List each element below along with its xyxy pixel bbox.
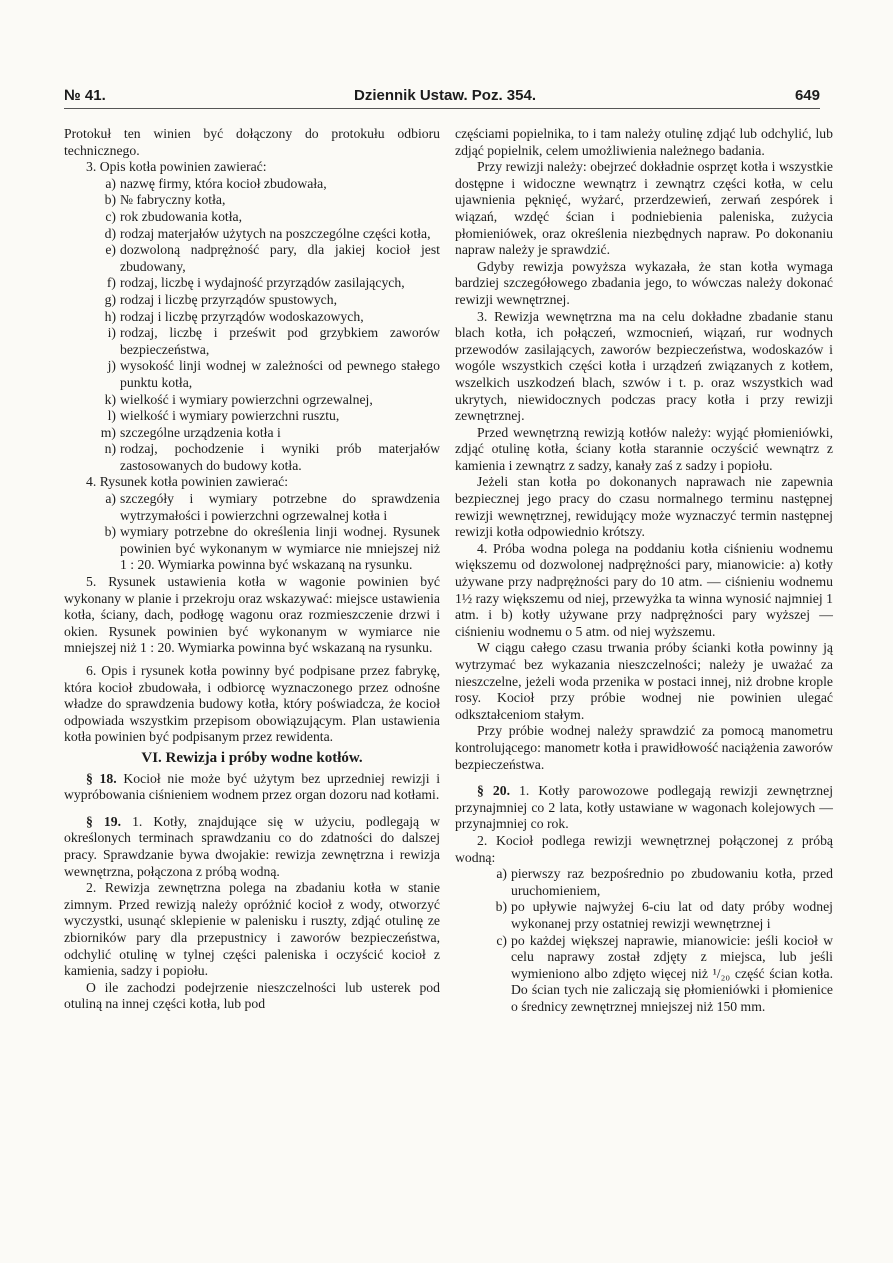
paragraph: O ile zachodzi podejrzenie nieszczelności lub usterek pod otuliną na innej części kotła, lub pod	[64, 979, 440, 1012]
section-number: § 18.	[86, 770, 117, 786]
paragraph: W ciągu całego czasu trwania próby ścianki kotła powinny ją wytrzymać bez wykazania nieszczelności; należy je uważać za nieszczelne, jeżeli woda przenika w postaci innej, niż drobne krople rosy. Kocioł przy próbie wodnej nie powinien ulegać odkształceniom stałym.	[455, 640, 833, 722]
list-item: h) rodzaj i liczbę przyrządów wodoskazowych,	[104, 308, 364, 324]
paragraph: 5. Rysunek ustawienia kotła w wagonie powinien być wykonany w planie i przekroju oraz wskazywać: miejsce ustawienia kotła, ściany, dach, podłogę wagonu oraz rozmieszczenie drzwi i okien. Rysunek powinien być wykonanym w wymiarce nie mniejszej niż 1 : 20. Wymiarka powinna być wskazaną na rysunku.	[64, 574, 440, 656]
paragraph-s20: § 20. 1. Kotły parowozowe podlegają rewizji zewnętrznej przynajmniej co 2 lata, kotły ustawiane w wagonach kolejowych — przynajmniej co rok.	[455, 783, 834, 832]
list-item: a) nazwę firmy, która kocioł zbudowała,	[105, 175, 327, 191]
paragraph: 4. Próba wodna polega na poddaniu kotła ciśnieniu wodnemu większemu od dozwolonej nadprężności pary, mianowicie: a) kotły używane przy nadprężności pary do 10 atm. — ciśnieniu wodnemu 1½ razy większemu od niej, przewyżka ta winna wynosić najmniej 1 atm. i b) kotły używane przy nadprężności pary wyższej — ciśnieniu wodnemu o 5 atm. od niej wyższemu.	[455, 540, 833, 639]
paragraph: Przed wewnętrzną rewizją kotłów należy: wyjąć płomieniówki, zdjąć otulinę kotła, ściany kotła starannie oczyścić wewnątrz z kamienia i zewnątrz z sadzy, kanały zaś z sadzy i popiołu.	[455, 424, 833, 473]
paragraph: 2. Kocioł podlega rewizji wewnętrznej połączonej z próbą wodną:	[455, 832, 833, 865]
right-column	[455, 126, 833, 1015]
list-inspection	[455, 866, 833, 1015]
list-item: e) dozwoloną nadprężność pary, dla jakiej kocioł jest zbudowany,	[105, 242, 440, 274]
list-description	[64, 176, 440, 475]
paragraph: 3. Rewizja wewnętrzna ma na celu dokładne zbadanie stanu blach kotła, ich połączeń, wzmocnień, wiązań, rur wodnych przewodów zasilających, zaworów bezpieczeństwa, wodoskazów i wogóle wszystkich części kotła i urządzeń związanych z kotłem, wszelkich uszkodzeń blach, szwów i t. p. oraz wszystkich wad ukrytych, niewidocznych podczas pracy kotła i przy rewizji zewnętrznej.	[455, 308, 833, 424]
page-header	[64, 84, 820, 109]
list-item: a) pierwszy raz bezpośrednio po zbudowaniu kotła, przed uruchomieniem,	[496, 866, 833, 898]
paragraph: Protokuł ten winien być dołączony do protokułu odbioru technicznego.	[64, 126, 440, 158]
list-item: c) po każdej większej naprawie, mianowicie: jeśli kocioł w celu naprawy został zdjęty z miejsca, lub jeśli wymieniono albo zdjęto więcej niż ¹/₂₀ część ścian kotła. Do ścian tych nie zaliczają się płomieniówki i płomienice o średnicy zewnętrznej mniejszej niż 150 mm.	[496, 932, 833, 1014]
list-item: m) szczególne urządzenia kotła i	[100, 424, 281, 440]
list-item: i) rodzaj, liczbę i prześwit pod grzybkiem zaworów bezpieczeństwa,	[107, 325, 440, 357]
list-item: g) rodzaj i liczbę przyrządów spustowych,	[104, 291, 338, 307]
paragraph: częściami popielnika, to i tam należy otulinę zdjąć lub odchylić, lub zdjąć popielnik, celem umożliwienia należnego badania.	[455, 126, 833, 158]
section-number: § 19.	[86, 813, 122, 829]
list-item: c) rok zbudowania kotła,	[105, 208, 243, 224]
paragraph: Gdyby rewizja powyższa wykazała, że stan kotła wymaga bardziej szczegółowego zbadania jego, to wówczas należy dokonać rewizji wewnętrznej.	[455, 258, 833, 307]
list-item: k) wielkość i wymiary powierzchni ogrzewalnej,	[104, 391, 373, 407]
paragraph: Przy próbie wodnej należy sprawdzić za pomocą manometru kontrolującego: manometr kotła i prawidłowość naciążenia zaworów bezpieczeństwa.	[455, 723, 833, 772]
journal-title: Dziennik Ustaw. Poz. 354.	[354, 87, 536, 104]
paragraph: 3. Opis kotła powinien zawierać:	[86, 159, 267, 175]
list-item: n) rodzaj, pochodzenie i wyniki prób materjałów zastosowanych do budowy kotła.	[104, 441, 440, 473]
paragraph: 4. Rysunek kotła powinien zawierać:	[86, 474, 289, 490]
paragraph: Przy rewizji należy: obejrzeć dokładnie osprzęt kotła i wszystkie dostępne i widoczne wewnątrz i zewnątrz części kotła, w celu ujawnienia pęknięć, wyżarć, przerdzewień, zerwań zespórek i wiązań, wzdęć ścian i podniebienia paleniska, zużycia płomieniówek, oraz określenia niezbędnych napraw. Po dokonaniu napraw należy je sprawdzić.	[455, 159, 833, 258]
list-drawing	[64, 491, 440, 574]
page-number: 649	[794, 87, 820, 104]
paragraph-s19: § 19. 1. Kotły, znajdujące się w użyciu, podlegają w określonych terminach sprawdzaniu co do zdatności do dalszej pracy. Sprawdzanie bywa dwojakie: rewizja zewnętrzna i rewizja wewnętrzna, połączona z próbą wodną.	[64, 813, 441, 879]
paragraph: 2. Rewizja zewnętrzna polega na zbadaniu kotła w stanie zimnym. Przed rewizją należy opróżnić kocioł z wody, otworzyć wyczystki, usunąć sklepienie w palenisku i ruszty, zdjąć otulinę ze zbiorników pary dla przepustnicy i zaworów bezpieczeństwa, odchylić otulinę w tylnej części paleniska i oczyścić kocioł z kamienia, sadzy i popiołu.	[64, 880, 440, 979]
list-item: b) wymiary potrzebne do określenia linji wodnej. Rysunek powinien być wykonanym w wymiarce nie mniejszej niż 1 : 20. Wymiarka powinna być wskazaną na rysunku.	[104, 524, 440, 573]
list-item: a) szczegóły i wymiary potrzebne do sprawdzenia wytrzymałości i powierzchni ogrzewalnej kotła i	[105, 491, 440, 523]
issue-number: № 41.	[64, 87, 106, 104]
list-item: d) rodzaj materjałów użytych na poszczególne części kotła,	[104, 225, 431, 241]
section-title: VI. Rewizja i próby wodne kotłów.	[141, 749, 363, 766]
list-item: f) rodzaj, liczbę i wydajność przyrządów zasilających,	[106, 275, 405, 291]
paragraph-s18: § 18. Kocioł nie może być użytym bez uprzedniej rewizji i wypróbowania ciśnieniem wodnem przez organ dozoru nad kotłami.	[64, 770, 441, 803]
section-number: § 20.	[477, 783, 511, 799]
list-item: l) wielkość i wymiary powierzchni rusztu,	[107, 408, 340, 424]
list-item: b) № fabryczny kotła,	[104, 192, 226, 208]
paragraph: 6. Opis i rysunek kotła powinny być podpisane przez fabrykę, która kocioł zbudowała, i odbiorcę wyznaczonego przez odnośne władze do sprawdzenia budowy kotła, który poświadcza, że kocioł odpowiada wszystkim przepisom obowiązującym. Plan ustawienia kotła powinien być podpisanym przez rewidenta.	[64, 663, 440, 745]
paragraph: Jeżeli stan kotła po dokonanych naprawach nie zapewnia bezpiecznej jego pracy do czasu normalnego terminu następnej rewizji wewnętrznej, rewidujący może wyznaczyć termin następnej rewizji kotła odpowiednio krótszy.	[455, 474, 833, 540]
list-item: b) po upływie najwyżej 6-ciu lat od daty próby wodnej wykonanej przy ostatniej rewizji wewnętrznej i	[495, 899, 833, 931]
left-column	[64, 126, 440, 1013]
list-item: j) wysokość linji wodnej w zależności od pewnego stałego punktu kotła,	[107, 358, 440, 390]
